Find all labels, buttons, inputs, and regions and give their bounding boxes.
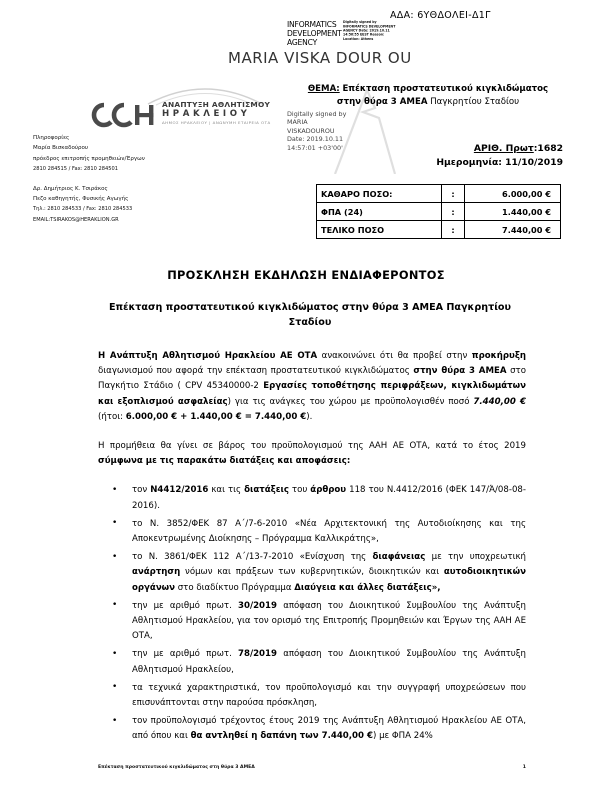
amount-value-net: 6.000,00 € <box>465 185 561 203</box>
contact-line-name: Μαρία Βισκαδούρου <box>33 145 89 152</box>
page-title: ΠΡΟΣΚΛΗΣΗ ΕΚΔΗΛΩΣΗ ΕΝΔΙΑΦΕΡΟΝΤΟΣ <box>167 268 445 282</box>
amount-value-vat: 1.440,00 € <box>465 203 561 221</box>
digital-signature-stamp <box>287 20 397 48</box>
subject-label: ΘΕΜΑ: <box>307 84 340 94</box>
b1-text-3: του <box>288 485 311 496</box>
contact-line-name-2: Δρ. Δημήτριος Κ. Τσιράκος <box>33 185 108 192</box>
contact-spacer <box>33 175 233 184</box>
list-item <box>98 714 526 744</box>
b3-text-3: νόμων και πράξεων των κυβερνητικών, διοικητικών και <box>180 567 444 578</box>
p1-text-4: ) για τις ανάγκες του χώρου με προϋπολογισθέν ποσό <box>227 396 474 407</box>
contact-line-phone-1: 2810 284515 / Fax: 2810 284501 <box>33 166 118 173</box>
amount-label-net: ΚΑΘΑΡΟ ΠΟΣΟ: <box>317 185 442 203</box>
b6-text-1: τα τεχνικά χαρακτηριστικά, τον προϋπολογισμό και την συγγραφή υποχρεώσεων που επισυνάπτονται στην παρούσα πρόσκληση, <box>132 682 526 709</box>
b2-text-1: το Ν. 3852/ΦΕΚ 87 Α΄/7-6-2010 «Νέα Αρχιτεκτονική της Αυτοδιοίκησης και της Αποκεντρωμένης Διοίκησης – Πρόγραμμα Καλλικράτης», <box>132 518 526 545</box>
legal-provisions-list <box>98 483 526 744</box>
protocol-date-value: 11/10/2019 <box>501 157 563 168</box>
logo-line-2: ΗΡΑΚΛΕΙΟΥ <box>162 109 251 119</box>
b4-text-1: την με αριθμό πρωτ. <box>132 600 238 611</box>
page-subtitle: Επέκταση προστατευτικού κιγκλιδώματος στην θύρα 3 ΑΜΕΑ Παγκρητίου Σταδίου <box>108 302 512 328</box>
list-item <box>98 483 526 513</box>
b3-text-4: στο διαδίκτυο Πρόγραμμα <box>175 582 295 593</box>
amount-colon-vat: : <box>442 203 465 221</box>
b3-text-1: το Ν. 3861/ΦΕΚ 112 Α΄/13-7-2010 «Ενίσχυση της <box>132 552 373 563</box>
p1-text-3: στο Παγκήτιο Στάδιο ( CPV 45340000-2 <box>98 366 526 392</box>
b1-text-2: και τις <box>208 485 245 496</box>
b3-text-2: με την υποχρεωτική <box>425 552 526 563</box>
b3-bold-2: ανάρτηση <box>132 567 181 578</box>
contact-line-phone-2: Τηλ.: 2810 284533 / Fax: 2810 284533 <box>33 206 133 213</box>
b5-text-1: την με αριθμό πρωτ. <box>132 649 238 660</box>
paragraph-budget-source <box>98 439 526 469</box>
b1-text-1: τον <box>132 485 151 496</box>
list-item <box>98 681 526 711</box>
amounts-table <box>316 184 561 239</box>
p1-org-name: Η Ανάπτυξη Αθλητισμού Ηρακλείου ΑΕ ΟΤΑ <box>98 351 318 361</box>
p1-budget-amount: 7.440,00 € <box>473 396 527 407</box>
amount-label-vat: ΦΠΑ (24) <box>317 203 442 221</box>
list-item <box>98 517 526 547</box>
amount-colon-net: : <box>442 185 465 203</box>
subject-bold-text: Επέκταση προστατευτικού κιγκλιδώματος στην θύρα 3 ΑΜΕΑ <box>336 84 549 107</box>
p1-bold-3: στην θύρα 3 ΑΜΕΑ <box>413 366 507 377</box>
b7-expense-amount: θα αντληθεί η δαπάνη των 7.440,00 € <box>190 731 373 742</box>
footer-text: Επέκταση προστατευτικού κιγκλιδώματος στη θύρα 3 ΑΜΕΑ <box>98 765 255 770</box>
signer-name-overlay: MARIA VISKA DOUR OU <box>228 49 412 67</box>
protocol-number-value: :1682 <box>533 143 563 154</box>
b3-bold-4: Διαύγεια και άλλες διατάξεις», <box>294 582 441 593</box>
contact-line-info-label: Πληροφορίες <box>33 135 70 141</box>
logo-monogram-icon <box>88 102 156 128</box>
b5-decision-number: 78/2019 <box>237 649 278 660</box>
p2-bold-1: σύμφωνα με τις παρακάτω διατάξεις και αποφάσεις: <box>98 456 351 467</box>
document-body <box>98 349 526 748</box>
contact-line-role: πρόεδρος επιτροπής προμηθειών/Έργων <box>33 155 145 162</box>
protocol-block <box>395 142 563 170</box>
page-footer <box>98 765 526 770</box>
b7-text-1: τον προϋπολογισμό τρέχοντος έτους 2019 της Ανάπτυξη Αθλητισμού Ηρακλείου ΑΕ ΟΤΑ, από όπου και <box>132 716 526 742</box>
p1-text-5: (ήτοι: <box>98 411 126 422</box>
signature-details-text: Digitally signed by INFORMATICS DEVELOPMENT AGENCY Date: 2019.10.11 14:56:55 EEST Reason: Location: Athens <box>343 20 396 42</box>
b4-text-2: απόφαση του Διοικητικού Συμβουλίου της Ανάπτυξη Αθλητισμού Ηρακλείου, για τον ορισμό της Επιτροπής Προμηθειών και Έργων της ΑΑΗ ΑΕ ΟΤΑ, <box>132 600 527 642</box>
p1-text-2: διαγωνισμού που αφορά την επέκταση προστατευτικού κιγκλιδώματος <box>98 366 414 377</box>
p1-bold-2: προκήρυξη <box>471 351 527 361</box>
amount-label-total: ΤΕΛΙΚΟ ΠΟΣΟ <box>317 221 442 239</box>
contact-line-email: EMAIL:TSIRAKOS@HERAKLION.GR <box>33 216 119 223</box>
b5-text-2: απόφαση του Διοικητικού Συμβουλίου της Ανάπτυξη Αθλητισμού Ηρακλείου, <box>132 649 527 675</box>
p1-text-6: ). <box>306 411 313 422</box>
subject-block <box>297 83 559 108</box>
table-row <box>317 221 561 239</box>
list-item <box>98 599 526 645</box>
p1-text-1: ανακοινώνει ότι θα προβεί στην <box>317 351 472 361</box>
list-item <box>98 550 526 596</box>
b1-bold-3: άρθρου <box>310 485 347 496</box>
p1-amount-breakdown: 6.000,00 € + 1.440,00 € = 7.440,00 € <box>125 411 307 422</box>
b1-bold-2: διατάξεις <box>244 485 289 496</box>
p2-text-1: Η προμήθεια θα γίνει σε βάρος του προϋπολογισμού της ΑΑΗ ΑΕ ΟΤΑ, κατά το έτος 2019 <box>98 441 526 452</box>
b3-bold-1: διαφάνειας <box>372 552 426 563</box>
ada-code: ΑΔΑ: 6ΥΘΔΟΛΕΙ-Δ1Γ <box>390 10 491 21</box>
amount-colon-total: : <box>442 221 465 239</box>
b1-law-number: Ν4412/2016 <box>150 485 209 496</box>
subject-tail-text: Παγκρητίου Σταδίου <box>427 96 520 107</box>
b3-bold-3: αυτοδιοικητικών οργάνων <box>132 567 526 593</box>
protocol-date-row <box>395 156 563 170</box>
contact-info-block <box>33 133 233 225</box>
logo-text-block <box>162 100 280 125</box>
logo-line-1: ΑΝΑΠΤΥΞΗ ΑΘΛΗΤΙΣΜΟΥ <box>162 100 271 109</box>
protocol-number-label: ΑΡΙΘ. Πρωτ <box>473 143 534 154</box>
footer-page-number: 1 <box>522 765 526 770</box>
contact-line-role-2: Πεζο καθηγητής, Φυσικής Αγωγής <box>33 196 129 203</box>
amounts-table-body <box>317 185 561 239</box>
amount-value-total: 7.440,00 € <box>465 221 561 239</box>
b1-text-4: 118 του Ν.4412/2016 (ΦΕΚ 147/Ά/08-08-2016). <box>132 485 526 511</box>
p1-cpv-description: Εργασίες τοποθέτησης περιφράξεων, κιγκλιδωμάτων και εξοπλισμού ασφαλείας <box>98 381 526 407</box>
protocol-number-row <box>395 142 563 156</box>
signature-agency-name: INFORMATICS DEVELOPMENT AGENCY <box>287 20 342 48</box>
list-item <box>98 647 526 677</box>
protocol-date-label: Ημερομηνία: <box>436 157 502 168</box>
b7-text-2: ) με ΦΠΑ 24% <box>372 731 433 742</box>
signer-metadata: Digitally signed by MARIA VISKADOUROU Date: 2019.10.11 14:57:01 +03'00' <box>287 110 347 152</box>
logo-line-3: ΔΗΜΟΣ ΗΡΑΚΛΕΙΟΥ | ΑΝΩΝΥΜΗ ΕΤΑΙΡΕΙΑ ΟΤΑ <box>162 120 271 125</box>
table-row <box>317 203 561 221</box>
paragraph-announcement <box>98 349 526 425</box>
b4-decision-number: 30/2019 <box>237 600 278 611</box>
table-row <box>317 185 561 203</box>
